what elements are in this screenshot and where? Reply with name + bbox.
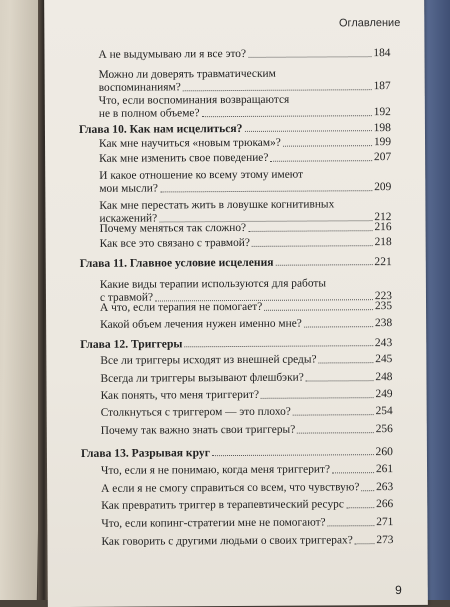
toc-entry-text: Глава 10. Как нам исцелиться?: [78, 121, 243, 136]
toc-chapter-heading: [81, 445, 393, 460]
dot-leader: [346, 507, 374, 508]
toc-entry: [99, 67, 391, 95]
toc-entry-text: А если я не смогу справиться со всем, что чувствую?: [101, 481, 360, 495]
dot-leader: [361, 490, 374, 491]
dot-leader: [276, 264, 373, 266]
toc-page-number: 238: [375, 317, 393, 330]
page-number: 9: [395, 582, 402, 598]
toc-entry: [101, 388, 393, 403]
toc-entry-text: Глава 12. Триггеры: [80, 337, 183, 351]
toc-entry: [99, 168, 391, 196]
toc-page-number: 254: [375, 405, 393, 418]
toc-entry-text: Как мне изменить свое поведение?: [99, 151, 269, 165]
toc-entry: [99, 93, 391, 121]
dot-leader: [332, 472, 374, 473]
toc-entry-text: Как понять, что меня триггерит?: [100, 388, 260, 402]
toc-page-number: 243: [374, 336, 393, 350]
toc-entry: [101, 481, 393, 496]
toc-entry: [101, 516, 393, 531]
toc-entry-text: Можно ли доверять травматическим: [98, 67, 276, 81]
toc-page-number: 184: [373, 47, 391, 60]
toc-entry-text: И какое отношение ко всему этому имеют: [99, 168, 304, 182]
toc-entry-text: А не выдумываю ли я все это?: [98, 47, 247, 61]
toc-entry-text: Что, если я не понимаю, когда меня триггерит?: [100, 463, 331, 477]
toc-entry-text: Как говорить с другими людьми о своих триггерах?: [101, 534, 353, 548]
toc-entry-text: искажений?: [99, 212, 158, 225]
toc-entry-text: Как все это связано с травмой?: [99, 236, 250, 250]
toc-entry-text: Столкнуться с триггером — это плохо?: [100, 405, 291, 419]
dot-leader: [283, 145, 372, 147]
toc-page-number: 261: [375, 463, 394, 476]
toc-entry-text: Всегда ли триггеры вызывают флешбэки?: [100, 371, 304, 385]
toc-page-number: 207: [373, 151, 392, 164]
book-page: [44, 0, 428, 607]
toc-entry: [100, 236, 392, 251]
dot-leader: [328, 525, 375, 526]
toc-chapter-heading: [80, 255, 392, 270]
toc-page-number: 218: [374, 236, 392, 249]
dot-leader: [306, 380, 374, 381]
dot-leader: [252, 245, 373, 247]
toc-entry: [101, 423, 393, 438]
toc-chapter-heading: [79, 121, 391, 136]
toc-entry: [101, 463, 393, 478]
toc-chapter-heading: [80, 336, 392, 351]
toc-entry: [100, 317, 392, 332]
dot-leader: [319, 362, 374, 363]
toc-entry-text: Все ли триггеры исходят из внешней среды?: [100, 353, 317, 367]
dot-leader: [160, 190, 372, 192]
dot-leader: [261, 397, 374, 399]
toc-entry: [100, 221, 392, 236]
running-header: Оглавление: [338, 16, 401, 30]
toc-page-number: 245: [375, 353, 393, 366]
toc-entry-text: с травмой?: [99, 291, 154, 304]
toc-page-number: 263: [376, 481, 394, 494]
dot-leader: [184, 345, 372, 347]
dot-leader: [183, 89, 372, 91]
toc-entry-text: Что, если воспоминания возвращаются: [98, 93, 290, 107]
toc-page-number: 248: [375, 371, 393, 384]
toc-page-number: 212: [374, 211, 392, 224]
dot-leader: [244, 130, 371, 132]
toc-entry-text: Как мне перестать жить в ловушке когнитивных: [99, 198, 335, 212]
toc-page-number: 273: [376, 534, 394, 547]
toc-entry-text: Почему так важно знать свои триггеры?: [100, 423, 296, 437]
toc-page-number: 221: [374, 255, 392, 269]
toc-entry-text: Как мне научиться «новым трюкам»?: [99, 136, 281, 150]
toc-entry: [98, 47, 390, 62]
toc-page-number: 235: [374, 300, 393, 313]
toc-page-number: 260: [375, 445, 393, 459]
dot-leader: [248, 230, 372, 232]
toc-page-number: 249: [375, 388, 393, 401]
toc-entry-text: Почему меняться так сложно?: [99, 221, 247, 235]
toc-entry: [99, 151, 391, 166]
dot-leader: [264, 309, 373, 311]
dot-leader: [355, 543, 375, 544]
toc-entry: [101, 405, 393, 420]
toc-page-number: 199: [373, 136, 392, 149]
dot-leader: [297, 432, 373, 433]
dot-leader: [304, 326, 373, 327]
toc-entry-text: Что, если копинг-стратегии мне не помогают?: [101, 516, 326, 530]
toc-entry-text: Как превратить триггер в терапевтический ресурс: [101, 498, 344, 512]
toc-page-number: 216: [374, 221, 392, 234]
toc-entry-text: Глава 13. Разрывая круг: [80, 446, 210, 460]
dot-leader: [293, 414, 374, 415]
toc-page-number: 187: [373, 80, 391, 93]
toc-page-number: 271: [376, 516, 394, 529]
toc-entry: [100, 371, 392, 386]
toc-entry-text: Глава 11. Главное условие исцеления: [79, 255, 274, 270]
toc-entry-text: Какой объем лечения нужен именно мне?: [100, 317, 302, 331]
toc-entry: [101, 498, 393, 513]
dot-leader: [202, 115, 372, 117]
toc-page-number: 198: [373, 121, 391, 135]
toc-entry-text: воспоминаниям?: [98, 81, 181, 94]
toc-entry: [99, 136, 391, 151]
toc-entry: [100, 300, 392, 315]
toc-page-number: 209: [374, 181, 392, 194]
toc-entry-text: Какие виды терапии используются для работы: [99, 277, 327, 291]
toc-entry-text: мои мысли?: [99, 182, 158, 195]
toc-entry-text: А что, если терапия не помогает?: [100, 300, 263, 314]
toc-entry: [100, 353, 392, 368]
toc-entry: [101, 534, 393, 549]
dot-leader: [248, 56, 371, 58]
toc-page-number: 266: [376, 498, 394, 511]
toc-page-number: 256: [375, 423, 393, 436]
toc-page-number: 192: [373, 106, 391, 119]
toc-page-number: 223: [374, 290, 393, 303]
dot-leader: [212, 454, 374, 456]
toc-entry-text: не в полном объеме?: [98, 107, 200, 120]
dot-leader: [270, 160, 372, 162]
